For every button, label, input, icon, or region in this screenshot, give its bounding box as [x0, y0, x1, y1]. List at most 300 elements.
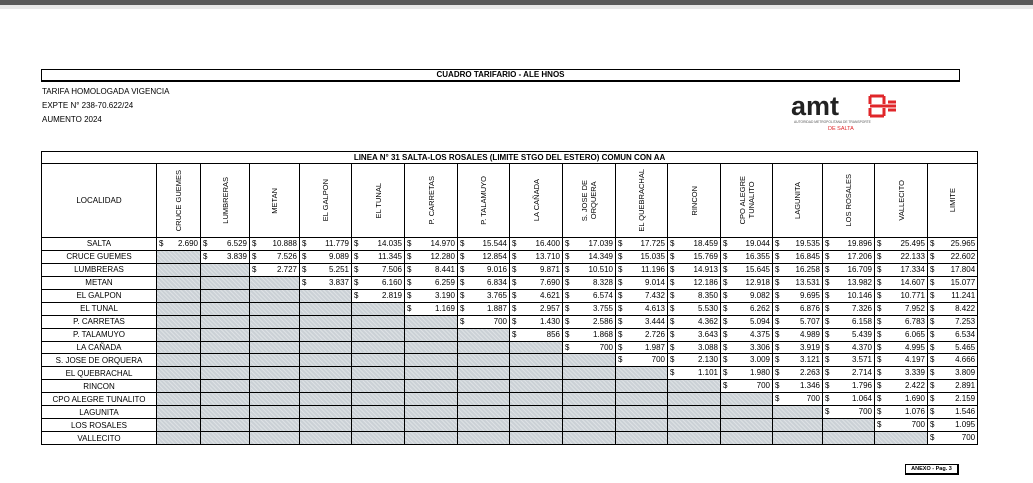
fare-value: 700: [961, 433, 976, 443]
fare-value: 3.339: [904, 368, 925, 378]
empty-cell: [563, 393, 616, 406]
column-header: [668, 164, 721, 238]
currency-symbol: $: [203, 239, 208, 248]
empty-cell: [300, 367, 352, 380]
fare-cell: [616, 302, 668, 315]
currency-symbol: $: [302, 239, 307, 248]
column-header-row: [42, 164, 978, 238]
column-header-label: [844, 174, 853, 227]
currency-symbol: $: [825, 381, 830, 391]
column-header: [250, 164, 300, 238]
column-header-line: EL TUNAL: [373, 182, 383, 219]
currency-symbol: $: [723, 381, 728, 391]
fare-cell: [458, 302, 510, 315]
currency-symbol: $: [407, 290, 412, 300]
column-header: [157, 164, 201, 238]
empty-cell: [510, 419, 563, 432]
fare-cell: [616, 263, 668, 276]
meta-expedient-number: EXPTE N° 238-70.622/24: [42, 101, 134, 110]
fare-value: 12.186: [693, 277, 718, 287]
fare-value: 1.796: [851, 381, 872, 391]
amt-logo-wordmark: amt: [791, 91, 840, 121]
currency-symbol: $: [407, 251, 412, 261]
fare-cell: [928, 406, 978, 419]
empty-cell: [201, 328, 250, 341]
currency-symbol: $: [825, 329, 830, 339]
currency-symbol: $: [565, 277, 570, 287]
empty-cell: [250, 354, 300, 367]
fare-cell: [563, 315, 616, 328]
column-header-line: TUNALITO: [746, 182, 756, 219]
currency-symbol: $: [302, 251, 307, 261]
empty-cell: [823, 419, 875, 432]
fare-cell: [668, 341, 721, 354]
currency-symbol: $: [512, 277, 517, 287]
fare-cell: [405, 250, 458, 263]
fare-cell: [773, 289, 823, 302]
fare-value: 700: [651, 355, 665, 365]
fare-value: 9.014: [644, 277, 665, 287]
fare-cell: [352, 263, 405, 276]
table-row: [42, 238, 978, 251]
empty-cell: [405, 354, 458, 367]
column-header-line: LIMITE: [948, 188, 958, 213]
fare-cell: [510, 250, 563, 263]
currency-symbol: $: [825, 368, 830, 378]
fare-value: 3.190: [434, 290, 455, 300]
currency-symbol: $: [354, 239, 359, 248]
fare-value: 1.346: [799, 381, 820, 391]
fare-value: 13.710: [535, 251, 560, 261]
fare-value: 1.887: [486, 303, 507, 313]
fare-cell: [875, 315, 928, 328]
currency-symbol: $: [775, 290, 780, 300]
empty-cell: [157, 354, 201, 367]
fare-value: 3.121: [799, 355, 820, 365]
column-header-line: P. TALAMUYO: [479, 176, 488, 225]
fare-cell: [300, 250, 352, 263]
fare-cell: [928, 238, 978, 251]
currency-symbol: $: [460, 264, 465, 274]
fare-value: 16.709: [847, 264, 872, 274]
fare-cell: [875, 354, 928, 367]
fare-cell: [823, 250, 875, 263]
empty-cell: [405, 367, 458, 380]
empty-cell: [300, 354, 352, 367]
empty-cell: [405, 406, 458, 419]
fare-value: 3.809: [955, 368, 976, 378]
empty-cell: [510, 367, 563, 380]
fare-cell: [875, 367, 928, 380]
fare-value: 9.082: [749, 290, 770, 300]
currency-symbol: $: [877, 277, 882, 287]
empty-cell: [201, 367, 250, 380]
fare-cell: [563, 289, 616, 302]
fare-value: 5.465: [955, 342, 976, 352]
fare-cell: [668, 263, 721, 276]
fare-value: 14.970: [430, 239, 455, 248]
fare-value: 3.839: [226, 251, 247, 261]
fare-value: 5.707: [799, 316, 820, 326]
document-header-title: CUADRO TARIFARIO - ALE HNOS: [41, 69, 960, 82]
column-header-label: [221, 177, 230, 224]
fare-cell: [510, 276, 563, 289]
fare-cell: [773, 276, 823, 289]
table-row: [42, 432, 978, 445]
fare-cell: [668, 367, 721, 380]
row-locality: CPO ALEGRE TUNALITO: [42, 393, 157, 406]
column-header: [928, 164, 978, 238]
table-row: [42, 380, 978, 393]
empty-cell: [250, 276, 300, 289]
fare-cell: [773, 354, 823, 367]
fare-value: 19.535: [795, 239, 820, 248]
fare-cell: [928, 354, 978, 367]
column-header: [510, 164, 563, 238]
fare-value: 700: [806, 394, 820, 404]
empty-cell: [157, 263, 201, 276]
currency-symbol: $: [618, 264, 623, 274]
fare-cell: [875, 419, 928, 432]
fare-cell: [300, 276, 352, 289]
currency-symbol: $: [460, 277, 465, 287]
fare-cell: [250, 263, 300, 276]
empty-cell: [250, 289, 300, 302]
fare-cell: [668, 238, 721, 251]
empty-cell: [201, 380, 250, 393]
fare-value: 3.444: [644, 316, 665, 326]
fare-cell: [721, 302, 773, 315]
fare-value: 11.345: [378, 251, 402, 261]
fare-cell: [721, 289, 773, 302]
currency-symbol: $: [512, 251, 517, 261]
empty-cell: [300, 432, 352, 445]
fare-cell: [773, 263, 823, 276]
table-row: [42, 250, 978, 263]
empty-cell: [616, 406, 668, 419]
currency-symbol: $: [512, 303, 517, 313]
empty-cell: [201, 406, 250, 419]
empty-cell: [250, 367, 300, 380]
currency-symbol: $: [825, 290, 830, 300]
empty-cell: [352, 341, 405, 354]
column-header-label: [637, 169, 646, 232]
currency-symbol: $: [825, 342, 830, 352]
currency-symbol: $: [825, 239, 830, 248]
fare-cell: [405, 302, 458, 315]
fare-cell: [773, 393, 823, 406]
empty-cell: [352, 328, 405, 341]
currency-symbol: $: [512, 239, 517, 248]
fare-value: 3.837: [328, 277, 349, 287]
currency-symbol: $: [354, 290, 359, 300]
fare-cell: [823, 341, 875, 354]
fare-cell: [823, 289, 875, 302]
fare-value: 16.400: [535, 239, 560, 248]
row-locality: EL GALPON: [42, 289, 157, 302]
empty-cell: [352, 354, 405, 367]
empty-cell: [352, 302, 405, 315]
fare-cell: [563, 302, 616, 315]
fare-cell: [928, 276, 978, 289]
fare-cell: [928, 393, 978, 406]
empty-cell: [300, 341, 352, 354]
fare-value: 11.196: [641, 264, 665, 274]
currency-symbol: $: [825, 394, 830, 404]
fare-value: 6.783: [904, 316, 925, 326]
empty-cell: [405, 328, 458, 341]
empty-cell: [157, 406, 201, 419]
column-header: [823, 164, 875, 238]
empty-cell: [201, 419, 250, 432]
currency-symbol: $: [877, 420, 882, 430]
table-row: [42, 315, 978, 328]
currency-symbol: $: [930, 368, 935, 378]
fare-value: 10.510: [588, 264, 613, 274]
fare-cell: [773, 380, 823, 393]
empty-cell: [563, 367, 616, 380]
fare-value: 9.695: [799, 290, 820, 300]
empty-cell: [510, 354, 563, 367]
currency-symbol: $: [775, 381, 780, 391]
fare-value: 2.891: [955, 381, 976, 391]
fare-value: 4.370: [851, 342, 872, 352]
currency-symbol: $: [670, 342, 675, 352]
table-row: [42, 419, 978, 432]
currency-symbol: $: [565, 290, 570, 300]
fare-cell: [875, 250, 928, 263]
currency-symbol: $: [723, 303, 728, 313]
fare-cell: [721, 380, 773, 393]
empty-cell: [823, 432, 875, 445]
currency-symbol: $: [877, 264, 882, 274]
fare-cell: [875, 406, 928, 419]
fare-value: 6.834: [486, 277, 507, 287]
fare-value: 2.263: [799, 368, 820, 378]
fare-cell: [721, 263, 773, 276]
fare-value: 14.349: [588, 251, 613, 261]
fare-value: 3.755: [592, 303, 613, 313]
empty-cell: [405, 341, 458, 354]
empty-cell: [250, 419, 300, 432]
fare-value: 6.158: [851, 316, 872, 326]
empty-cell: [157, 250, 201, 263]
amt-logo-region: DE SALTA: [828, 126, 854, 132]
currency-symbol: $: [670, 264, 675, 274]
column-header-line: EL GALPON: [321, 179, 330, 222]
currency-symbol: $: [407, 239, 412, 248]
empty-cell: [773, 406, 823, 419]
fare-value: 6.876: [799, 303, 820, 313]
currency-symbol: $: [723, 251, 728, 261]
currency-symbol: $: [930, 433, 935, 443]
fare-cell: [875, 380, 928, 393]
currency-symbol: $: [723, 264, 728, 274]
currency-symbol: $: [775, 264, 780, 274]
currency-symbol: $: [565, 329, 570, 339]
column-header: [201, 164, 250, 238]
fare-value: 10.146: [847, 290, 872, 300]
fare-cell: [928, 315, 978, 328]
fare-value: 12.854: [482, 251, 507, 261]
fare-value: 13.531: [795, 277, 820, 287]
fare-cell: [668, 328, 721, 341]
table-row: [42, 354, 978, 367]
currency-symbol: $: [670, 290, 675, 300]
fare-value: 6.259: [434, 277, 455, 287]
currency-symbol: $: [775, 316, 780, 326]
currency-symbol: $: [723, 239, 728, 248]
empty-cell: [352, 380, 405, 393]
fare-value: 25.495: [900, 239, 925, 248]
fare-value: 2.586: [592, 316, 613, 326]
annex-page-label: ANEXO - Pag. 3: [905, 464, 959, 475]
table-row: [42, 406, 978, 419]
empty-cell: [616, 367, 668, 380]
fare-value: 4.995: [904, 342, 925, 352]
empty-cell: [563, 354, 616, 367]
table-line-title: LINEA N° 31 SALTA-LOS ROSALES (LIMITE STGO DEL ESTERO) COMUN CON AA: [42, 152, 978, 164]
fare-cell: [875, 341, 928, 354]
fare-cell: [157, 238, 201, 251]
locality-header: LOCALIDAD: [42, 164, 157, 238]
fare-value: 1.987: [644, 342, 665, 352]
empty-cell: [405, 315, 458, 328]
fare-value: 3.088: [697, 342, 718, 352]
empty-cell: [668, 419, 721, 432]
fare-value: 7.506: [381, 264, 402, 274]
currency-symbol: $: [618, 329, 623, 339]
empty-cell: [300, 406, 352, 419]
table-row: [42, 302, 978, 315]
fare-value: 22.602: [950, 251, 976, 261]
currency-symbol: $: [354, 251, 359, 261]
empty-cell: [773, 419, 823, 432]
fare-value: 15.544: [482, 239, 507, 248]
fare-value: 2.726: [644, 329, 665, 339]
fare-cell: [352, 250, 405, 263]
fare-value: 4.666: [955, 355, 976, 365]
empty-cell: [352, 432, 405, 445]
currency-symbol: $: [825, 303, 830, 313]
currency-symbol: $: [723, 316, 728, 326]
empty-cell: [458, 354, 510, 367]
currency-symbol: $: [618, 316, 623, 326]
currency-symbol: $: [512, 329, 517, 339]
currency-symbol: $: [775, 239, 780, 248]
currency-symbol: $: [618, 303, 623, 313]
fare-value: 12.918: [745, 277, 770, 287]
currency-symbol: $: [565, 342, 570, 352]
fare-value: 3.765: [486, 290, 507, 300]
fare-value: 5.530: [697, 303, 718, 313]
empty-cell: [157, 289, 201, 302]
empty-cell: [510, 341, 563, 354]
empty-cell: [458, 380, 510, 393]
fare-value: 7.690: [539, 277, 560, 287]
empty-cell: [157, 315, 201, 328]
fare-cell: [773, 250, 823, 263]
fare-cell: [773, 328, 823, 341]
empty-cell: [201, 354, 250, 367]
currency-symbol: $: [877, 407, 882, 417]
fare-value: 2.714: [851, 368, 872, 378]
fare-value: 17.334: [900, 264, 925, 274]
fare-value: 2.130: [697, 355, 718, 365]
fare-value: 3.009: [749, 355, 770, 365]
row-locality: S. JOSE DE ORQUERA: [42, 354, 157, 367]
empty-cell: [458, 419, 510, 432]
fare-value: 5.439: [851, 329, 872, 339]
fare-cell: [823, 393, 875, 406]
fare-cell: [458, 315, 510, 328]
fare-value: 8.441: [434, 264, 455, 274]
column-header-line: CRUCE GUEMES: [174, 169, 183, 232]
empty-cell: [250, 380, 300, 393]
fare-value: 700: [911, 420, 925, 430]
row-locality: RINCON: [42, 380, 157, 393]
currency-symbol: $: [618, 355, 623, 365]
column-header-line: ORQUERA: [589, 181, 598, 220]
currency-symbol: $: [159, 239, 164, 248]
currency-symbol: $: [930, 303, 935, 313]
empty-cell: [458, 367, 510, 380]
empty-cell: [458, 393, 510, 406]
empty-cell: [563, 419, 616, 432]
amt-logo-subtitle: AUTORIDAD METROPOLITANA DE TRANSPORTE: [794, 120, 871, 124]
fare-cell: [616, 328, 668, 341]
fare-cell: [928, 432, 978, 445]
currency-symbol: $: [930, 264, 935, 274]
currency-symbol: $: [877, 329, 882, 339]
fare-cell: [823, 367, 875, 380]
fare-value: 3.643: [697, 329, 718, 339]
fare-value: 13.982: [847, 277, 872, 287]
currency-symbol: $: [877, 290, 882, 300]
fare-value: 4.621: [539, 290, 560, 300]
fare-value: 6.065: [904, 329, 925, 339]
empty-cell: [201, 276, 250, 289]
empty-cell: [300, 302, 352, 315]
fare-value: 1.546: [955, 407, 976, 417]
column-header-label: [690, 186, 699, 216]
fare-cell: [352, 276, 405, 289]
fare-cell: [823, 302, 875, 315]
column-header: [616, 164, 668, 238]
currency-symbol: $: [670, 355, 675, 365]
table-row: [42, 328, 978, 341]
fare-value: 6.574: [592, 290, 613, 300]
column-header-line: S. JOSE DE: [580, 179, 589, 222]
currency-symbol: $: [565, 316, 570, 326]
fare-cell: [616, 289, 668, 302]
fare-cell: [405, 263, 458, 276]
fare-value: 1.169: [434, 303, 455, 313]
fare-cell: [668, 289, 721, 302]
empty-cell: [157, 380, 201, 393]
fare-value: 16.845: [795, 251, 820, 261]
empty-cell: [458, 328, 510, 341]
empty-cell: [157, 419, 201, 432]
fare-cell: [563, 238, 616, 251]
table-row: [42, 393, 978, 406]
empty-cell: [352, 406, 405, 419]
fare-cell: [928, 250, 978, 263]
column-header-line: P. CARRETAS: [426, 176, 436, 225]
fare-cell: [928, 380, 978, 393]
column-header: [875, 164, 928, 238]
row-locality: METAN: [42, 276, 157, 289]
